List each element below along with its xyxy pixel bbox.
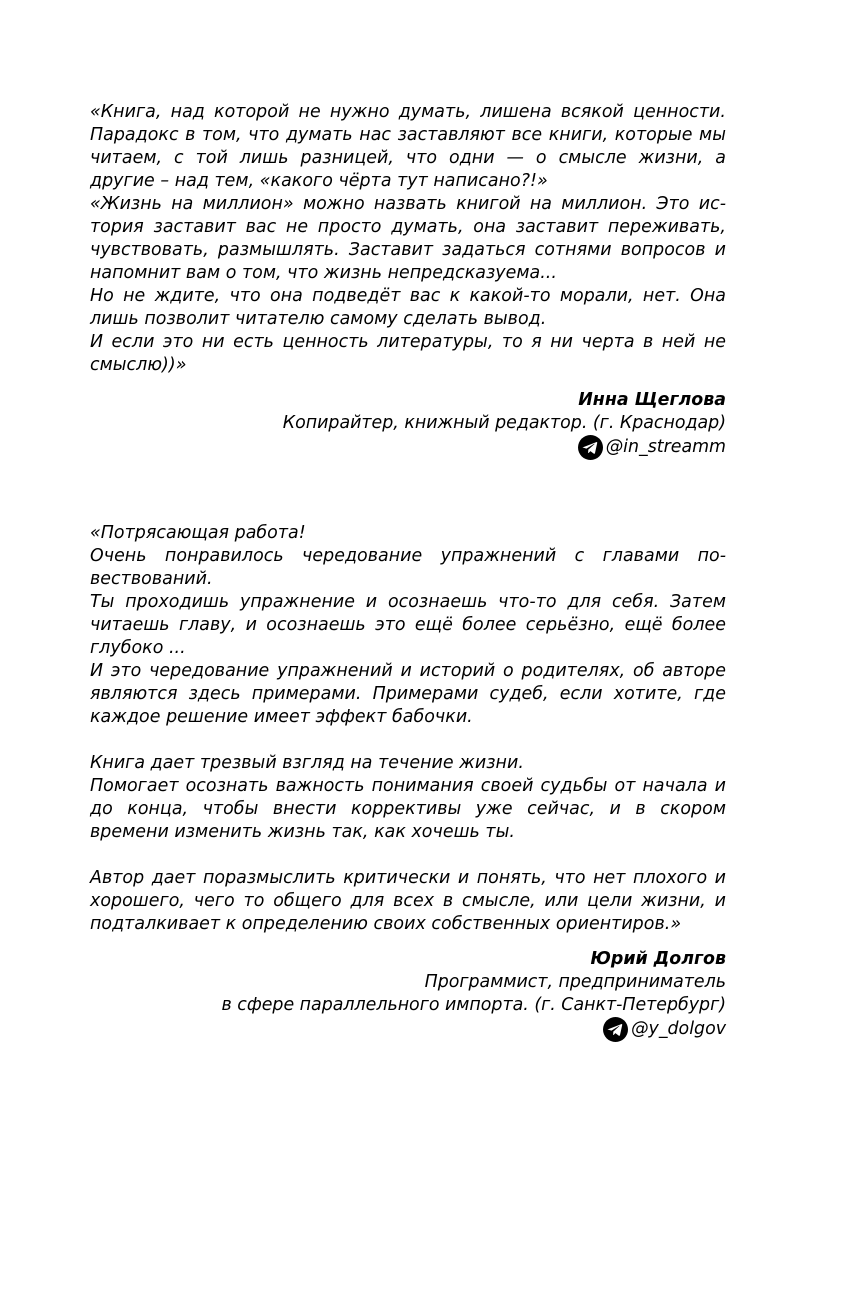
review-paragraph: «Потрясающая работа! xyxy=(90,523,306,543)
review-inna-shcheglova xyxy=(90,101,726,460)
author-contact xyxy=(90,435,726,460)
author-name: Юрий Долгов xyxy=(590,949,726,969)
review-text xyxy=(90,101,726,377)
review-paragraph: Книга дает трезвый взгляд на течение жизни. xyxy=(90,753,524,773)
telegram-handle[interactable]: @y_dolgov xyxy=(631,1019,726,1039)
review-yuri-dolgov xyxy=(90,522,726,1042)
author-role: Копирайтер, книжный редактор. (г. Краснодар) xyxy=(282,413,726,433)
review-paragraph: «Жизнь на миллион» можно назвать книгой на миллион. Это история заставит вас не просто думать, она заставит переживать, чувствовать, размышлять. Заставит задаться сотнями вопросов и напомнит вам о том, что жизнь непредсказуема... xyxy=(90,194,726,283)
review-paragraph: Но не ждите, что она подведёт вас к какой-то морали, нет. Она лишь позволит читателю самому сделать вывод. xyxy=(90,286,726,329)
author-role: Программист, предприниматель xyxy=(424,972,726,992)
telegram-icon[interactable] xyxy=(578,435,603,460)
review-text xyxy=(90,522,726,936)
author-name: Инна Щеглова xyxy=(578,390,726,410)
paragraph-spacer xyxy=(90,844,726,867)
review-paragraph: «Книга, над которой не нужно думать, лишена всякой ценности. Парадокс в том, что думать нас заставляют все книги, которые мы читаем, с той лишь разницей, что одни — о смысле жизни, а другие – над тем, «какого чёрта тут написано?!» xyxy=(90,102,726,191)
telegram-icon[interactable] xyxy=(603,1017,628,1042)
review-paragraph: Автор дает поразмыслить критически и понять, что нет плохого и хорошего, чего то общего для всех в смысле, или цели жизни, и подталкивает к определению своих собственных ориентиров.» xyxy=(90,868,726,934)
review-paragraph: И это чередование упражнений и историй о родителях, об авторе являются здесь примерами. Примерами судеб, если хотите, где каждое решение имеет эффект бабочки. xyxy=(90,661,726,727)
review-paragraph: Очень понравилось чередование упражнений с главами повествований. xyxy=(90,546,726,589)
author-role: в сфере параллельного импорта. (г. Санкт-Петербург) xyxy=(221,995,726,1015)
telegram-handle[interactable]: @in_streamm xyxy=(605,437,726,457)
review-paragraph: И если это ни есть ценность литературы, то я ни черта в ней не смыслю))» xyxy=(90,332,726,375)
review-paragraph: Помогает осознать важность понимания своей судьбы от начала и до конца, чтобы внести коррективы уже сейчас, и в скором времени изменить жизнь так, как хочешь ты. xyxy=(90,776,726,842)
author-contact xyxy=(90,1017,726,1042)
review-paragraph: Ты проходишь упражнение и осознаешь что-то для себя. Затем читаешь главу, и осознаешь это ещё более серьёзно, ещё более глубоко ... xyxy=(90,592,726,658)
paragraph-spacer xyxy=(90,729,726,752)
